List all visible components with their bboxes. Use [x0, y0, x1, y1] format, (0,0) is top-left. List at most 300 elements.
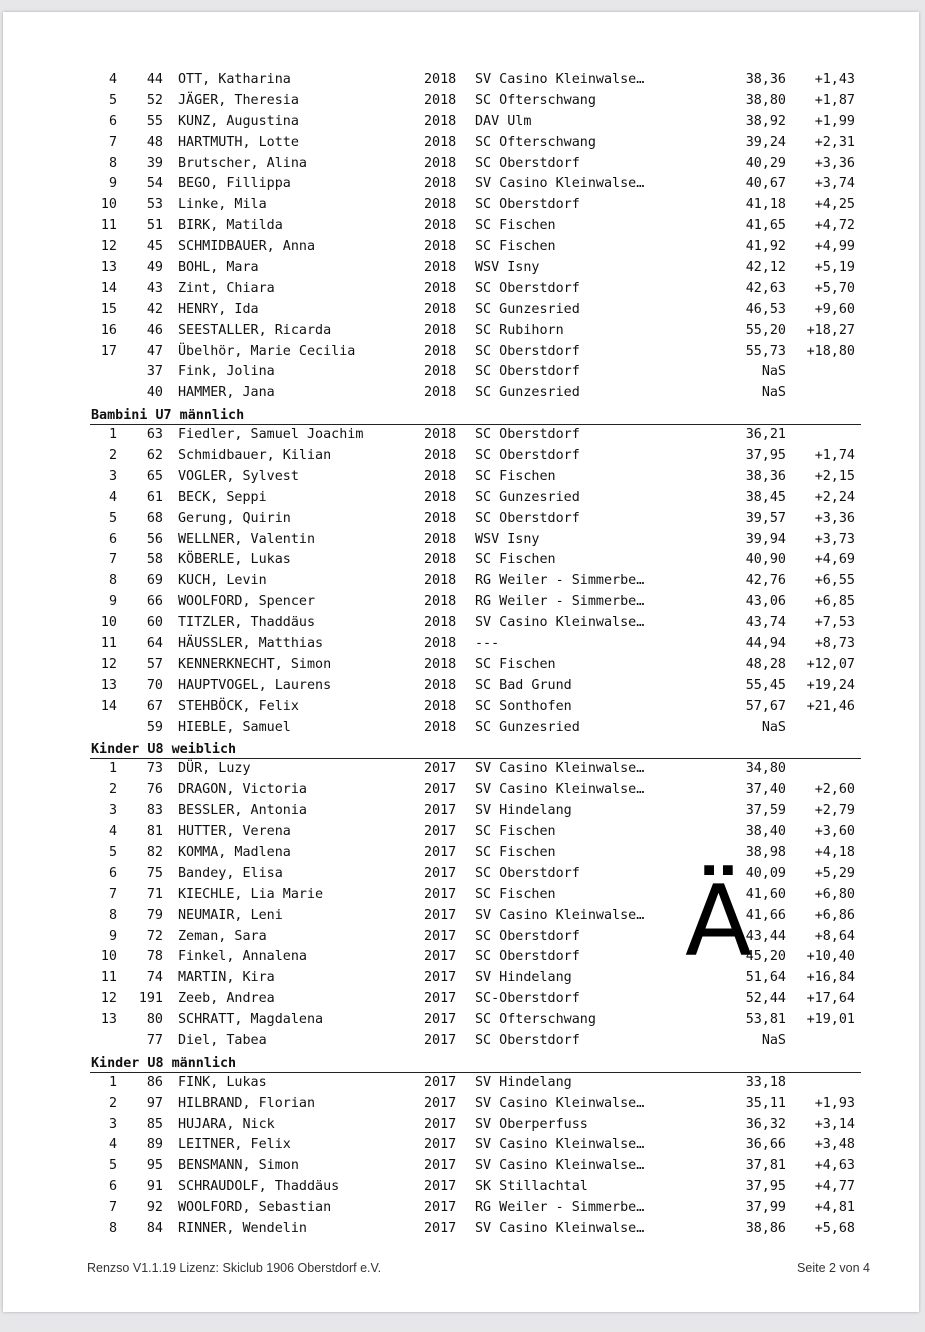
result-club: --- — [475, 636, 500, 652]
result-club: SC Oberstdorf — [475, 865, 580, 881]
result-club: SV Hindelang — [475, 803, 572, 819]
result-row — [3, 1156, 919, 1177]
result-club: SC Ofterschwang — [475, 1012, 596, 1028]
result-time: 41,18 — [745, 197, 786, 213]
result-diff: +4,25 — [814, 197, 855, 213]
result-diff: +6,55 — [814, 573, 855, 589]
result-diff: +3,36 — [814, 155, 855, 171]
result-rank: 10 — [100, 197, 117, 213]
result-row — [3, 258, 919, 279]
result-bib: 80 — [146, 1012, 163, 1028]
result-bib: 58 — [146, 552, 163, 568]
result-time: 40,29 — [745, 155, 786, 171]
result-bib: 53 — [146, 197, 163, 213]
result-club: SC Ofterschwang — [475, 134, 596, 150]
result-time: 34,80 — [745, 761, 786, 777]
result-year: 2017 — [424, 1137, 457, 1153]
result-time: 42,12 — [745, 260, 786, 276]
result-bib: 57 — [146, 656, 163, 672]
result-name: HAUPTVOGEL, Laurens — [178, 677, 332, 693]
result-rank: 14 — [100, 698, 117, 714]
result-row — [3, 592, 919, 613]
result-bib: 67 — [146, 698, 163, 714]
result-diff: +4,69 — [814, 552, 855, 568]
result-time: 41,65 — [745, 218, 786, 234]
result-row — [3, 1094, 919, 1115]
result-diff: +4,99 — [814, 239, 855, 255]
result-time: 43,74 — [745, 615, 786, 631]
result-year: 2018 — [424, 343, 457, 359]
result-row — [3, 1115, 919, 1136]
result-club: SV Casino Kleinwalse… — [475, 1220, 645, 1236]
result-rank: 13 — [100, 677, 117, 693]
result-time: 39,57 — [745, 510, 786, 526]
result-row — [3, 947, 919, 968]
result-name: HÄUSSLER, Matthias — [178, 636, 324, 652]
result-club: RG Weiler - Simmerbe… — [475, 573, 645, 589]
result-rank: 11 — [100, 636, 117, 652]
result-year: 2018 — [424, 489, 457, 505]
result-name: WOOLFORD, Sebastian — [178, 1200, 332, 1216]
result-diff: +6,86 — [814, 907, 855, 923]
result-rank: 3 — [108, 803, 117, 819]
result-club: SC Fischen — [475, 552, 556, 568]
category-title: Kinder U8 weiblich — [91, 742, 237, 758]
result-row — [3, 530, 919, 551]
result-bib: 76 — [146, 782, 163, 798]
result-club: SC Oberstdorf — [475, 280, 580, 296]
result-name: BIRK, Matilda — [178, 218, 283, 234]
result-bib: 77 — [146, 1032, 163, 1048]
result-bib: 61 — [146, 489, 163, 505]
result-year: 2018 — [424, 176, 457, 192]
result-row — [3, 488, 919, 509]
result-year: 2018 — [424, 113, 457, 129]
result-row — [3, 759, 919, 780]
result-club: SC Bad Grund — [475, 677, 572, 693]
result-diff: +3,74 — [814, 176, 855, 192]
result-year: 2018 — [424, 197, 457, 213]
result-row — [3, 300, 919, 321]
result-bib: 71 — [146, 886, 163, 902]
result-year: 2017 — [424, 907, 457, 923]
result-bib: 191 — [138, 991, 163, 1007]
result-year: 2018 — [424, 552, 457, 568]
result-row — [3, 906, 919, 927]
result-diff: +5,29 — [814, 865, 855, 881]
result-club: SV Oberperfuss — [475, 1116, 588, 1132]
result-name: Zeman, Sara — [178, 928, 267, 944]
result-name: RINNER, Wendelin — [178, 1220, 307, 1236]
result-time: 33,18 — [745, 1074, 786, 1090]
result-bib: 70 — [146, 677, 163, 693]
result-row — [3, 801, 919, 822]
result-diff: +17,64 — [806, 991, 855, 1007]
result-club: SV Casino Kleinwalse… — [475, 72, 645, 87]
result-rank: 6 — [108, 113, 117, 129]
result-rank: 11 — [100, 970, 117, 986]
result-time: 52,44 — [745, 991, 786, 1007]
result-diff: +2,31 — [814, 134, 855, 150]
result-name: Zint, Chiara — [178, 280, 275, 296]
result-club: DAV Ulm — [475, 113, 532, 129]
result-bib: 78 — [146, 949, 163, 965]
result-row — [3, 70, 919, 91]
result-name: SCHRATT, Magdalena — [178, 1012, 324, 1028]
result-time: 48,28 — [745, 656, 786, 672]
result-name: BENSMANN, Simon — [178, 1158, 299, 1174]
result-club: RG Weiler - Simmerbe… — [475, 594, 645, 610]
result-bib: 83 — [146, 803, 163, 819]
result-time: 57,67 — [745, 698, 786, 714]
result-year: 2018 — [424, 364, 457, 380]
result-time: 38,45 — [745, 489, 786, 505]
result-time: 38,40 — [745, 824, 786, 840]
result-rank: 5 — [108, 844, 117, 860]
result-rank: 5 — [108, 1158, 117, 1174]
result-time: 38,92 — [745, 113, 786, 129]
result-year: 2018 — [424, 719, 457, 735]
result-diff: +1,43 — [814, 72, 855, 87]
result-row — [3, 571, 919, 592]
result-year: 2017 — [424, 761, 457, 777]
result-row — [3, 655, 919, 676]
result-row — [3, 927, 919, 948]
result-diff: +8,73 — [814, 636, 855, 652]
result-club: SC Oberstdorf — [475, 197, 580, 213]
result-name: OTT, Katharina — [178, 72, 291, 87]
result-year: 2018 — [424, 280, 457, 296]
result-diff: +5,68 — [814, 1220, 855, 1236]
result-rank: 6 — [108, 865, 117, 881]
result-rank: 7 — [108, 886, 117, 902]
result-rank: 16 — [100, 322, 117, 338]
result-bib: 45 — [146, 239, 163, 255]
result-time: 39,24 — [745, 134, 786, 150]
result-name: KENNERKNECHT, Simon — [178, 656, 332, 672]
result-time: 38,80 — [745, 92, 786, 108]
result-diff: +3,48 — [814, 1137, 855, 1153]
result-club: SC Gunzesried — [475, 489, 580, 505]
result-name: NEUMAIR, Leni — [178, 907, 283, 923]
result-row — [3, 509, 919, 530]
result-club: SK Stillachtal — [475, 1179, 588, 1195]
result-year: 2017 — [424, 928, 457, 944]
result-rank: 6 — [108, 531, 117, 547]
footer-page-number: Seite 2 von 4 — [797, 1261, 870, 1275]
result-diff: +4,77 — [814, 1179, 855, 1195]
result-bib: 72 — [146, 928, 163, 944]
result-time: 40,09 — [745, 865, 786, 881]
result-bib: 46 — [146, 322, 163, 338]
result-bib: 82 — [146, 844, 163, 860]
result-year: 2017 — [424, 782, 457, 798]
result-club: WSV Isny — [475, 260, 540, 276]
result-bib: 47 — [146, 343, 163, 359]
result-name: Bandey, Elisa — [178, 865, 283, 881]
result-year: 2018 — [424, 677, 457, 693]
result-year: 2017 — [424, 949, 457, 965]
result-time: 41,60 — [745, 886, 786, 902]
result-year: 2018 — [424, 134, 457, 150]
category-title: Kinder U8 männlich — [91, 1055, 237, 1071]
result-name: DRAGON, Victoria — [178, 782, 307, 798]
result-year: 2018 — [424, 531, 457, 547]
result-club: SC Gunzesried — [475, 301, 580, 317]
result-year: 2017 — [424, 803, 457, 819]
result-row — [3, 1177, 919, 1198]
result-time: 44,94 — [745, 636, 786, 652]
result-diff: +19,24 — [806, 677, 855, 693]
result-rank: 10 — [100, 949, 117, 965]
result-time: 55,20 — [745, 322, 786, 338]
result-club: SC Gunzesried — [475, 719, 580, 735]
result-diff: +18,80 — [806, 343, 855, 359]
result-club: SC Fischen — [475, 468, 556, 484]
result-time: NaS — [761, 385, 786, 401]
result-bib: 56 — [146, 531, 163, 547]
result-rank: 9 — [108, 176, 117, 192]
result-club: SV Casino Kleinwalse… — [475, 1095, 645, 1111]
result-time: 37,59 — [745, 803, 786, 819]
result-year: 2017 — [424, 1032, 457, 1048]
result-year: 2018 — [424, 448, 457, 464]
result-year: 2017 — [424, 824, 457, 840]
result-diff: +10,40 — [806, 949, 855, 965]
result-name: VOGLER, Sylvest — [178, 468, 299, 484]
result-diff: +18,27 — [806, 322, 855, 338]
result-bib: 51 — [146, 218, 163, 234]
result-name: Brutscher, Alina — [178, 155, 307, 171]
result-rank: 8 — [108, 907, 117, 923]
result-rank: 7 — [108, 134, 117, 150]
result-row — [3, 467, 919, 488]
result-diff: +19,01 — [806, 1012, 855, 1028]
result-year: 2017 — [424, 1179, 457, 1195]
result-rank: 7 — [108, 552, 117, 568]
result-year: 2018 — [424, 636, 457, 652]
result-year: 2018 — [424, 239, 457, 255]
result-time: 37,40 — [745, 782, 786, 798]
result-year: 2018 — [424, 615, 457, 631]
result-time: 39,94 — [745, 531, 786, 547]
result-year: 2018 — [424, 427, 457, 443]
result-bib: 64 — [146, 636, 163, 652]
result-diff: +1,99 — [814, 113, 855, 129]
result-row — [3, 195, 919, 216]
result-club: SC Oberstdorf — [475, 1032, 580, 1048]
result-time: 38,98 — [745, 844, 786, 860]
result-name: SCHRAUDOLF, Thaddäus — [178, 1179, 340, 1195]
result-bib: 48 — [146, 134, 163, 150]
result-row — [3, 279, 919, 300]
result-year: 2017 — [424, 844, 457, 860]
result-name: HUJARA, Nick — [178, 1116, 275, 1132]
result-row — [3, 383, 919, 404]
result-club: SV Casino Kleinwalse… — [475, 782, 645, 798]
result-year: 2018 — [424, 301, 457, 317]
result-club: SV Casino Kleinwalse… — [475, 1158, 645, 1174]
result-club: SC Fischen — [475, 656, 556, 672]
result-time: 51,64 — [745, 970, 786, 986]
result-bib: 75 — [146, 865, 163, 881]
result-diff: +1,87 — [814, 92, 855, 108]
result-year: 2018 — [424, 510, 457, 526]
result-year: 2018 — [424, 92, 457, 108]
result-name: KÖBERLE, Lukas — [178, 552, 291, 568]
result-club: SC Ofterschwang — [475, 92, 596, 108]
result-club: SC Oberstdorf — [475, 928, 580, 944]
result-club: SC Oberstdorf — [475, 949, 580, 965]
result-name: Zeeb, Andrea — [178, 991, 275, 1007]
result-year: 2017 — [424, 1220, 457, 1236]
result-club: SC Fischen — [475, 218, 556, 234]
result-diff: +7,53 — [814, 615, 855, 631]
result-rank: 12 — [100, 656, 117, 672]
result-bib: 42 — [146, 301, 163, 317]
result-club: SC Fischen — [475, 239, 556, 255]
result-row — [3, 1219, 919, 1240]
result-diff: +6,80 — [814, 886, 855, 902]
document-page — [3, 12, 919, 1312]
result-row — [3, 968, 919, 989]
result-row — [3, 362, 919, 383]
result-year: 2017 — [424, 1200, 457, 1216]
result-club: SV Casino Kleinwalse… — [475, 615, 645, 631]
result-row — [3, 425, 919, 446]
result-name: Diel, Tabea — [178, 1032, 267, 1048]
result-diff: +4,72 — [814, 218, 855, 234]
result-time: 37,95 — [745, 1179, 786, 1195]
result-club: SC Oberstdorf — [475, 364, 580, 380]
result-rank: 9 — [108, 594, 117, 610]
result-time: 46,53 — [745, 301, 786, 317]
result-bib: 85 — [146, 1116, 163, 1132]
result-name: HARTMUTH, Lotte — [178, 134, 299, 150]
result-club: SV Casino Kleinwalse… — [475, 907, 645, 923]
result-club: WSV Isny — [475, 531, 540, 547]
result-time: NaS — [761, 719, 786, 735]
result-diff: +2,79 — [814, 803, 855, 819]
result-club: SC Oberstdorf — [475, 448, 580, 464]
result-club: SC Oberstdorf — [475, 343, 580, 359]
result-time: 42,63 — [745, 280, 786, 296]
result-rank: 6 — [108, 1179, 117, 1195]
result-time: 38,86 — [745, 1220, 786, 1236]
result-bib: 66 — [146, 594, 163, 610]
result-bib: 65 — [146, 468, 163, 484]
result-bib: 55 — [146, 113, 163, 129]
result-bib: 49 — [146, 260, 163, 276]
result-name: SEESTALLER, Ricarda — [178, 322, 332, 338]
result-row — [3, 822, 919, 843]
result-rank: 3 — [108, 1116, 117, 1132]
result-diff: +5,70 — [814, 280, 855, 296]
result-row — [3, 321, 919, 342]
category-header — [90, 404, 861, 425]
result-year: 2017 — [424, 1074, 457, 1090]
result-name: MARTIN, Kira — [178, 970, 275, 986]
result-time: 38,36 — [745, 72, 786, 87]
result-club: SV Hindelang — [475, 1074, 572, 1090]
result-name: TITZLER, Thaddäus — [178, 615, 316, 631]
result-row — [3, 216, 919, 237]
result-name: Gerung, Quirin — [178, 510, 291, 526]
result-name: Finkel, Annalena — [178, 949, 307, 965]
result-rank: 2 — [108, 782, 117, 798]
result-diff: +2,15 — [814, 468, 855, 484]
result-time: NaS — [761, 364, 786, 380]
result-name: BECK, Seppi — [178, 489, 267, 505]
result-bib: 62 — [146, 448, 163, 464]
result-name: KUCH, Levin — [178, 573, 267, 589]
result-name: STEHBÖCK, Felix — [178, 698, 299, 714]
result-row — [3, 864, 919, 885]
result-club: SC Rubihorn — [475, 322, 564, 338]
result-time: 35,11 — [745, 1095, 786, 1111]
result-bib: 86 — [146, 1074, 163, 1090]
result-bib: 60 — [146, 615, 163, 631]
result-rank: 14 — [100, 280, 117, 296]
result-diff: +12,07 — [806, 656, 855, 672]
result-bib: 44 — [146, 72, 163, 87]
result-rank: 4 — [108, 489, 117, 505]
result-diff: +4,63 — [814, 1158, 855, 1174]
result-year: 2018 — [424, 322, 457, 338]
category-header — [90, 739, 861, 760]
result-year: 2018 — [424, 698, 457, 714]
result-time: 40,90 — [745, 552, 786, 568]
result-row — [3, 697, 919, 718]
result-time: 55,73 — [745, 343, 786, 359]
result-row — [3, 1135, 919, 1156]
result-rank: 5 — [108, 510, 117, 526]
result-row — [3, 1031, 919, 1052]
result-rank: 4 — [108, 1137, 117, 1153]
result-diff: +16,84 — [806, 970, 855, 986]
result-rank: 4 — [108, 824, 117, 840]
result-bib: 97 — [146, 1095, 163, 1111]
result-rank: 1 — [108, 1074, 117, 1090]
result-club: SC Oberstdorf — [475, 510, 580, 526]
result-bib: 89 — [146, 1137, 163, 1153]
result-time: 41,92 — [745, 239, 786, 255]
result-time: 37,81 — [745, 1158, 786, 1174]
result-club: SC Sonthofen — [475, 698, 572, 714]
result-year: 2017 — [424, 1012, 457, 1028]
result-year: 2018 — [424, 594, 457, 610]
result-year: 2017 — [424, 865, 457, 881]
result-year: 2018 — [424, 573, 457, 589]
result-row — [3, 112, 919, 133]
result-year: 2017 — [424, 991, 457, 1007]
result-name: LEITNER, Felix — [178, 1137, 291, 1153]
result-time: 36,32 — [745, 1116, 786, 1132]
result-row — [3, 154, 919, 175]
result-name: KOMMA, Madlena — [178, 844, 291, 860]
result-row — [3, 237, 919, 258]
result-time: 53,81 — [745, 1012, 786, 1028]
result-club: SC Gunzesried — [475, 385, 580, 401]
result-year: 2017 — [424, 970, 457, 986]
result-year: 2017 — [424, 1158, 457, 1174]
result-bib: 43 — [146, 280, 163, 296]
result-row — [3, 550, 919, 571]
result-rank: 11 — [100, 218, 117, 234]
result-diff: +9,60 — [814, 301, 855, 317]
result-rank: 13 — [100, 1012, 117, 1028]
result-rank: 9 — [108, 928, 117, 944]
